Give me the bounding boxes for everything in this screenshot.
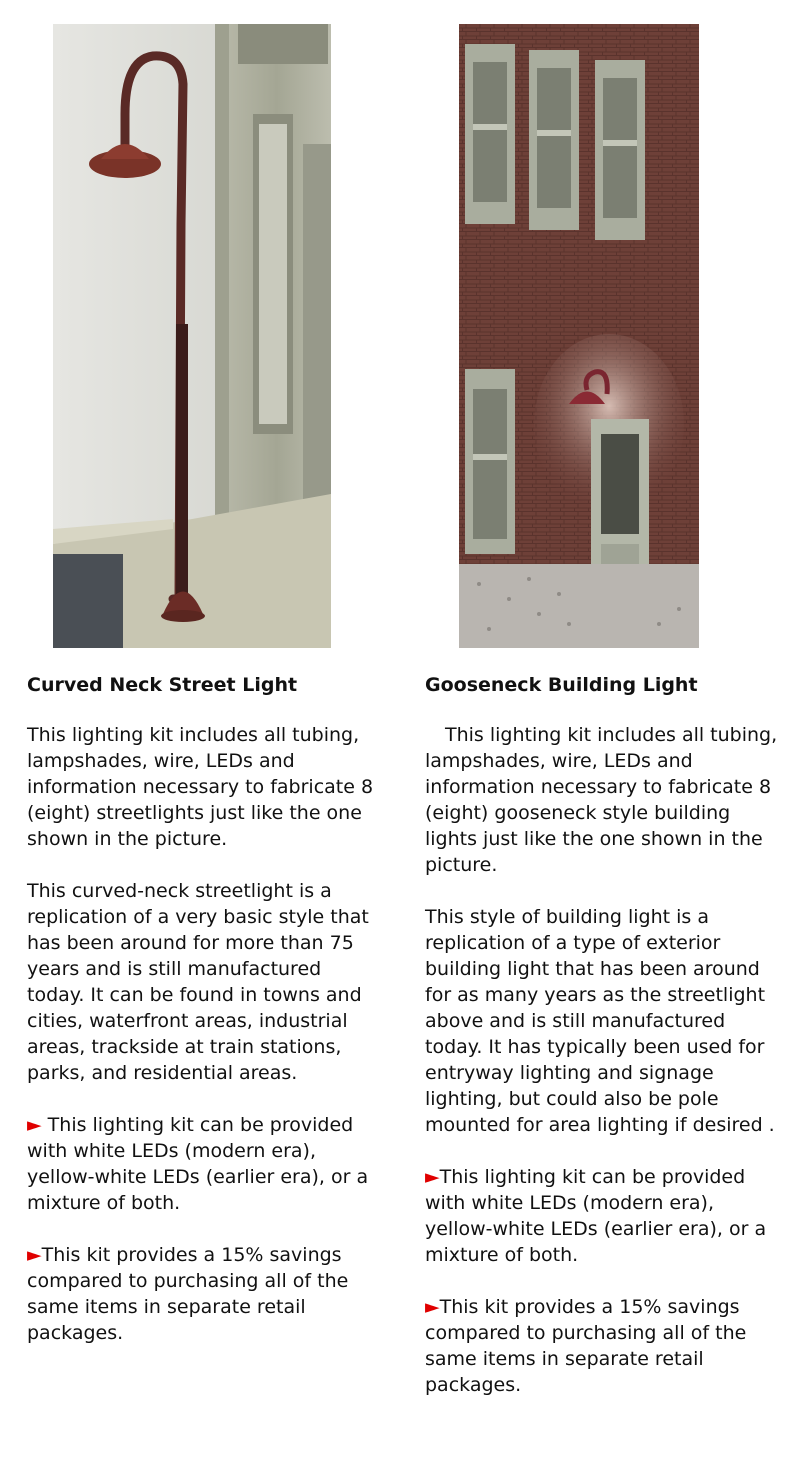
- gooseneck-building-light-column: [425, 672, 785, 1424]
- savings-bullet: [425, 1294, 785, 1398]
- gooseneck-building-light-photo: [459, 24, 699, 648]
- savings-bullet: [27, 1242, 377, 1346]
- product-description: [425, 722, 785, 878]
- curved-neck-street-light-column: [27, 672, 377, 1372]
- red-arrow-icon: ►: [425, 1296, 440, 1318]
- savings-text: This kit provides a 15% savings compared to purchasing all of the same items in separate retail packages.: [27, 1244, 349, 1344]
- product-history: This curved-neck streetlight is a replication of a very basic style that has been around for more than 75 years and is still manufactured today. It can be found in towns and cities, waterfront areas, industrial areas, trackside at train stations, parks, and residential areas.: [27, 880, 369, 1084]
- red-arrow-icon: ►: [27, 1114, 42, 1136]
- product-description-text: This lighting kit includes all tubing, lampshades, wire, LEDs and information necessary to fabricate 8 (eight) gooseneck style building lights just like the one shown in the picture.: [425, 724, 778, 876]
- red-arrow-icon: ►: [425, 1166, 440, 1188]
- led-option-text: This lighting kit can be provided with white LEDs (modern era), yellow-white LEDs (earlier era), or a mixture of both.: [27, 1114, 369, 1214]
- product-description: This lighting kit includes all tubing, lampshades, wire, LEDs and information necessary to fabricate 8 (eight) streetlights just like the one shown in the picture.: [27, 724, 374, 850]
- led-option-bullet: [425, 1164, 785, 1268]
- led-option-text: This lighting kit can be provided with white LEDs (modern era), yellow-white LEDs (earlier era), or a mixture of both.: [425, 1166, 767, 1266]
- savings-text: This kit provides a 15% savings compared to purchasing all of the same items in separate retail packages.: [425, 1296, 747, 1396]
- product-title: Gooseneck Building Light: [425, 674, 698, 696]
- red-arrow-icon: ►: [27, 1244, 42, 1266]
- product-history: This style of building light is a replication of a type of exterior building light that has been around for as many years as the streetlight above and is still manufactured today. It has typically been used for entryway lighting and signage lighting, but could also be pole mounted for area lighting if desired .: [425, 906, 775, 1136]
- curved-neck-street-light-photo: [53, 24, 331, 648]
- led-option-bullet: [27, 1112, 377, 1216]
- product-title: Curved Neck Street Light: [27, 674, 298, 696]
